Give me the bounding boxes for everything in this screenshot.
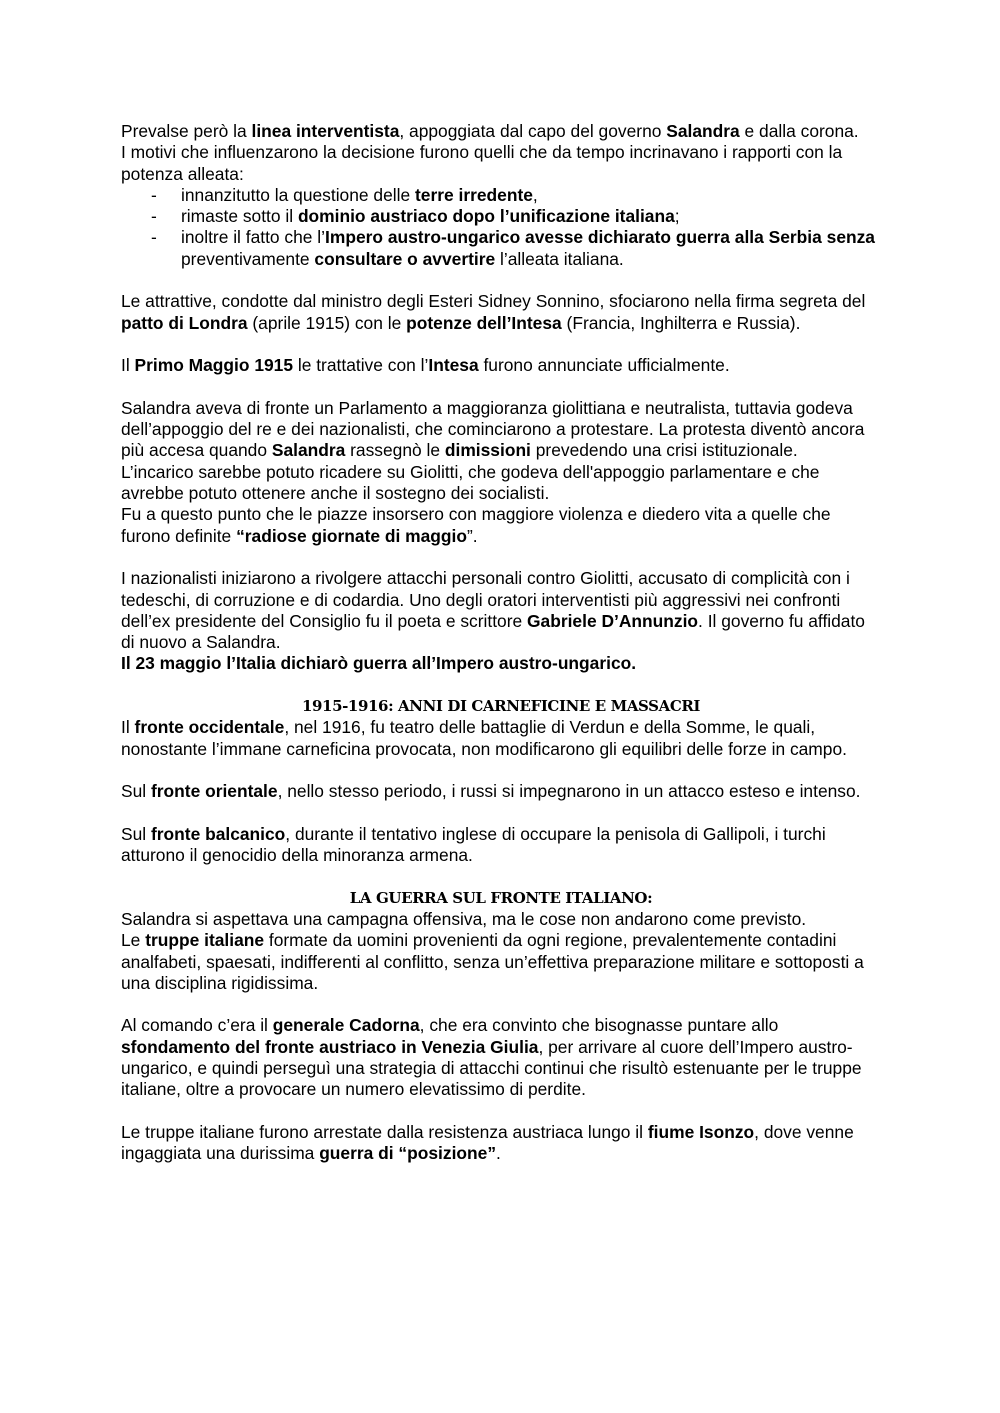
bold-text: truppe italiane (145, 930, 265, 951)
text-run: furono annunciate ufficialmente. (478, 355, 730, 376)
text-run: I nazionalisti iniziarono a rivolgere attacchi personali contro Giolitti, accusato di complicità con i tedeschi, di corruzione e di codardia. Uno degli oratori interventisti più aggressivi nei confronti dell’ex presidente del Consiglio fu il poeta e scrittore (121, 568, 850, 631)
bold-text: potenze dell’Intesa (406, 312, 562, 333)
text-run: Fu a questo punto che le piazze insorsero con maggiore violenza e diedero vita a quelle che furono definite (121, 504, 831, 546)
bold-text: fronte orientale (150, 781, 278, 802)
text-run: prevedendo una crisi istituzionale. (530, 440, 798, 461)
text-run: le trattative con l’ (293, 355, 429, 376)
section-heading: LA GUERRA SUL FRONTE ITALIANO: (349, 888, 653, 907)
text-run: ; (674, 206, 680, 227)
text-run: l’alleata italiana. (495, 248, 624, 269)
text-run: , per arrivare al cuore dell’Impero austro-ungarico, e quindi perseguì una strategia di attacchi continui che risultò estenuante per le truppe italiane, oltre a provocare un numero elevatissimo di perdite. (121, 1036, 862, 1100)
text-run: . (496, 1143, 501, 1164)
list-item (121, 185, 881, 206)
paragraph (121, 824, 881, 867)
paragraph (121, 504, 881, 547)
paragraph (121, 1122, 881, 1165)
bold-text: dominio austriaco dopo l’unificazione italiana (297, 206, 675, 227)
bold-text: Impero austro-ungarico avesse dichiarato guerra alla Serbia senza (325, 227, 875, 248)
bold-text: Gabriele D’Annunzio (527, 610, 699, 631)
text-run: rimaste sotto il (181, 206, 298, 227)
text-run: . Il governo fu affidato di nuovo a Salandra. (121, 610, 865, 653)
text-run: Il (121, 717, 135, 738)
paragraph (121, 398, 881, 462)
text-run: , nel 1916, fu teatro delle battaglie di Verdun e della Somme, le quali, nonostante l’immane carneficina provocata, non modificarono gli equilibri delle forze in campo. (121, 717, 847, 759)
text-run: Sul (121, 823, 151, 844)
bold-text: guerra di “posizione” (319, 1143, 497, 1164)
text-run: , durante il tentativo inglese di occupare la penisola di Gallipoli, i turchi atturono il genocidio della minoranza armena. (121, 823, 826, 866)
text-run: , appoggiata dal capo del governo (399, 121, 667, 141)
text-run: , (532, 184, 538, 205)
paragraph (121, 121, 881, 142)
section-heading: 1915-1916: ANNI DI CARNEFICINE E MASSACRI (301, 697, 701, 716)
list-item (121, 206, 881, 227)
bold-text: consultare o avvertire (314, 248, 496, 269)
paragraph (121, 717, 881, 760)
paragraph (121, 142, 881, 185)
bold-text: dimissioni (444, 440, 531, 461)
bold-text: generale Cadorna (272, 1015, 420, 1036)
text-run: , dove venne ingaggiata una durissima (121, 1121, 854, 1164)
bold-text: Primo Maggio 1915 (134, 355, 294, 376)
text-run: Il (121, 355, 135, 376)
bold-text: Salandra (666, 121, 740, 141)
text-run: e dalla corona. (739, 121, 859, 141)
text-run: (aprile 1915) con le (247, 312, 407, 333)
paragraph (121, 909, 881, 930)
bold-text: Il 23 maggio l’Italia dichiarò guerra all’Impero austro-ungarico. (121, 653, 637, 674)
text-run: , che era convinto che bisognasse puntare allo (419, 1015, 779, 1036)
text-run: formate da uomini provenienti da ogni regione, prevalentemente contadini analfabeti, spaesati, indifferenti al conflitto, senza un’effettiva preparazione militare e sottoposti a una disciplina rigidissima. (121, 930, 864, 993)
bold-text: patto di Londra (121, 312, 248, 333)
bold-text: Intesa (428, 355, 479, 376)
text-run: , nello stesso periodo, i russi si impegnarono in un attacco esteso e intenso. (277, 781, 861, 802)
text-run: Al comando c’era il (121, 1015, 273, 1036)
paragraph (121, 462, 881, 505)
reasons-list (121, 185, 881, 270)
text-run: ”. (467, 525, 478, 546)
paragraph (121, 568, 881, 653)
text-run: Le attrattive, condotte dal ministro degli Esteri Sidney Sonnino, sfociarono nella firma segreta del (121, 291, 866, 312)
text-run: innanzitutto la questione delle (181, 184, 415, 205)
paragraph (121, 653, 881, 674)
document-body (121, 121, 881, 1165)
text-run: Prevalse però la (121, 121, 252, 141)
text-run: (Francia, Inghilterra e Russia). (561, 312, 801, 333)
list-item (121, 227, 881, 270)
bold-text: terre irredente (414, 184, 533, 205)
text-run: Salandra aveva di fronte un Parlamento a maggioranza giolittiana e neutralista, tuttavia godeva dell’appoggio del re e dei nazionalisti, che cominciarono a protestare. La protesta diventò ancora più accesa quando (121, 397, 865, 461)
text-run: Le (121, 930, 146, 951)
paragraph (121, 930, 881, 994)
bold-text: fronte occidentale (134, 717, 285, 738)
paragraph (121, 291, 881, 334)
text-run: Le truppe italiane furono arrestate dalla resistenza austriaca lungo il (121, 1121, 648, 1142)
bold-text: Salandra (271, 440, 346, 461)
text-run: preventivamente (181, 248, 315, 269)
paragraph (121, 1015, 881, 1100)
text-run: Salandra si aspettava una campagna offensiva, ma le cose non andarono come previsto. (121, 908, 807, 929)
text-run: inoltre il fatto che l’ (181, 227, 326, 248)
bold-text: sfondamento del fronte austriaco in Venezia Giulia (121, 1036, 539, 1057)
bold-text: fiume Isonzo (647, 1121, 755, 1142)
text-run: L’incarico sarebbe potuto ricadere su Giolitti, che godeva dell'appoggio parlamentare e che avrebbe potuto ottenere anche il sostegno dei socialisti. (121, 461, 820, 504)
paragraph (121, 355, 881, 376)
text-run: I motivi che influenzarono la decisione furono quelli che da tempo incrinavano i rapporti con la potenza alleata: (121, 142, 843, 184)
bold-text: fronte balcanico (150, 823, 286, 844)
bold-text: linea interventista (251, 121, 400, 141)
text-run: Sul (121, 781, 151, 802)
text-run: rassegnò le (345, 440, 445, 461)
bold-text: “radiose giornate di maggio (236, 525, 468, 546)
paragraph (121, 781, 881, 802)
